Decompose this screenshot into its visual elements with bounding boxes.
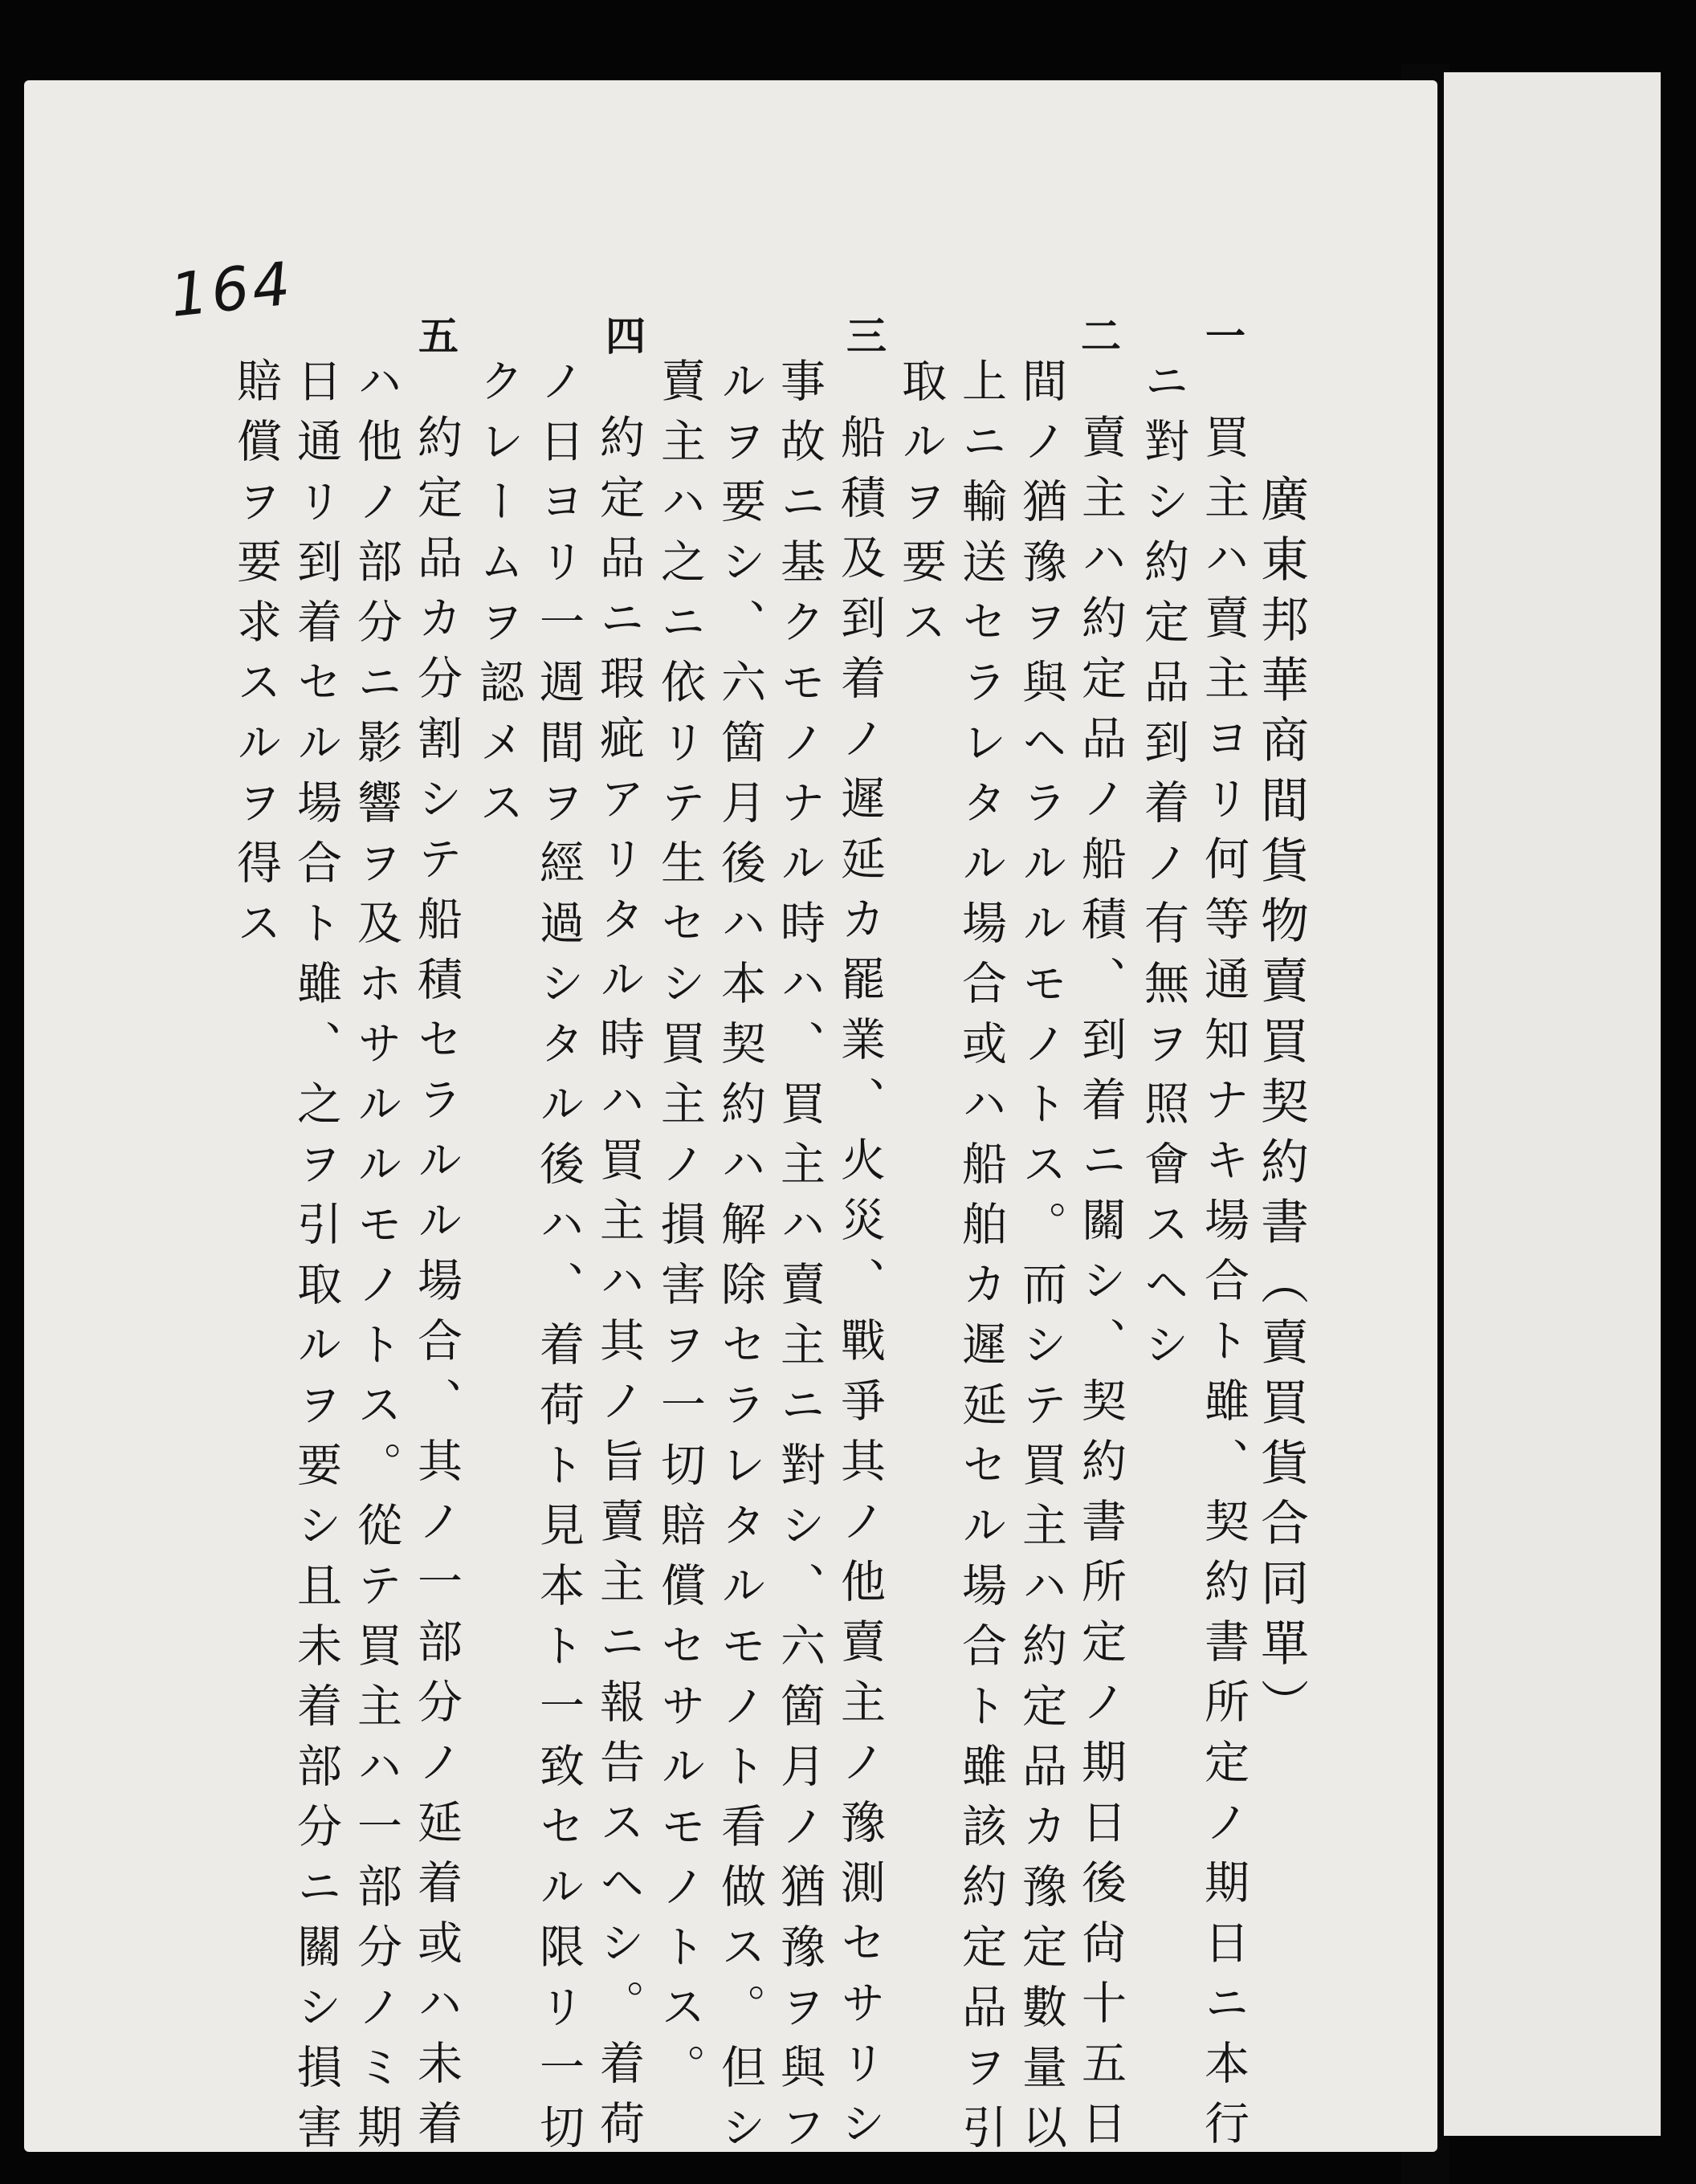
clause-4-line-2: ノ日ヨリ一週間ヲ經過シタル後ハ、着荷ト見本ト一致セル限リ一切	[532, 357, 585, 2164]
clause-1-line-2: ニ對シ約定品到着ノ有無ヲ照會スヘシ	[1137, 357, 1189, 1381]
clause-5-line-1: 約定品カ分割シテ船積セラルル場合、其ノ一部分ノ延着或ハ未着	[410, 414, 463, 2160]
clause-3-marker: 三	[840, 315, 887, 355]
clause-5-line-3: 日通リ到着セル場合ト雖、之ヲ引取ルヲ要シ且未着部分ニ關シ損害	[290, 357, 342, 2164]
clause-4-line-3: クレームヲ認メス	[472, 357, 524, 839]
clause-2-line-1: 賣主ハ約定品ノ船積、到着ニ關シ、契約書所定ノ期日後尙十五日	[1074, 414, 1127, 2160]
clause-1-line-1: 買主ハ賣主ヨリ何等通知ナキ場合ト雖、契約書所定ノ期日ニ本行	[1197, 414, 1250, 2160]
clause-5-line-2: ハ他ノ部分ニ影響ヲ及ホサルルモノトス。從テ買主ハ一部分ノミ期	[350, 357, 402, 2164]
adjacent-page-edge	[1444, 72, 1661, 2136]
clause-2-marker: 二	[1074, 315, 1122, 355]
clause-3-line-3: ルヲ要シ、六箇月後ハ本契約ハ解除セラレタルモノト看做ス。但シ	[714, 357, 766, 2164]
clause-1-marker: 一	[1199, 315, 1246, 355]
page-number: 164	[166, 249, 297, 331]
clause-2-line-2: 間ノ猶豫ヲ與ヘラルルモノトス。而シテ買主ハ約定品カ豫定數量以	[1015, 357, 1067, 2164]
document-title: 廣東邦華商間貨物賣買契約書（賣買貨合同單）	[1253, 474, 1309, 1738]
clause-5-marker: 五	[412, 315, 459, 355]
clause-2-line-4: 取ルヲ要ス	[895, 357, 947, 658]
clause-2-line-3: 上ニ輸送セラレタル場合或ハ船舶カ遲延セル場合ト雖該約定品ヲ引	[955, 357, 1007, 2164]
clause-4-marker: 四	[599, 315, 646, 355]
clause-5-line-4: 賠償ヲ要求スルヲ得ス	[230, 357, 282, 960]
clause-3-line-4: 賣主ハ之ニ依リテ生セシ買主ノ損害ヲ一切賠償セサルモノトス。	[654, 357, 706, 2104]
clause-3-line-2: 事故ニ基クモノナル時ハ、買主ハ賣主ニ對シ、六箇月ノ猶豫ヲ與フ	[773, 357, 826, 2164]
clause-4-line-1: 約定品ニ瑕疵アリタル時ハ買主ハ其ノ旨賣主ニ報告スヘシ。着荷	[593, 414, 645, 2160]
clause-3-line-1: 船積及到着ノ遲延カ罷業、火災、戰爭其ノ他賣主ノ豫測セサリシ	[834, 414, 886, 2160]
